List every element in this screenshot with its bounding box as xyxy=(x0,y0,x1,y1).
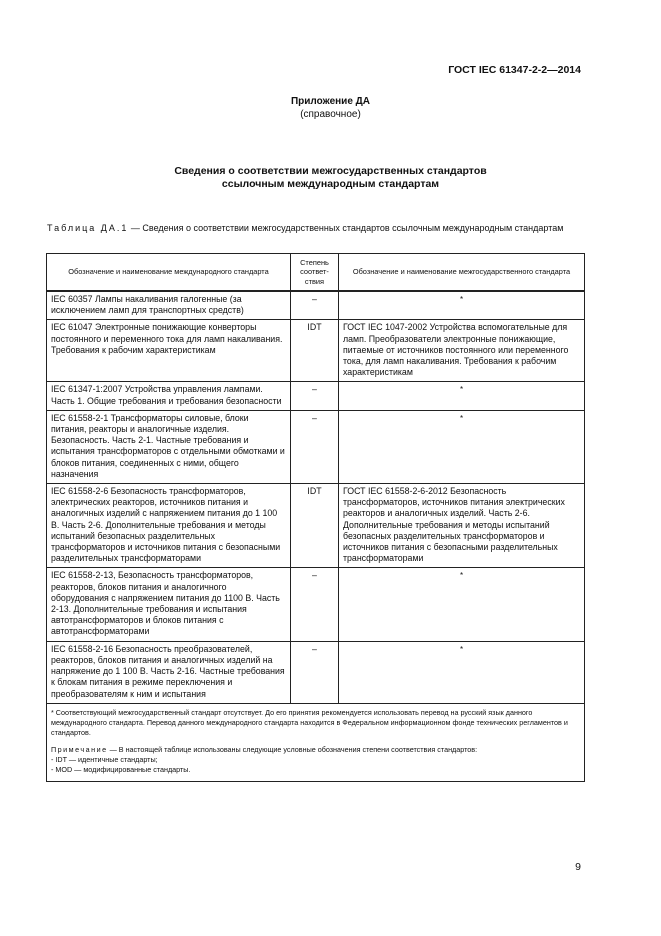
interstate-standard-cell: ГОСТ IEC 1047-2002 Устройства вспомогательные для ламп. Преобразователи электронные понижающие, питаемые от источников постоянного или переменного тока, для ламп накаливания. Требования к рабочим характеристикам xyxy=(339,320,585,382)
degree-cell: – xyxy=(291,568,339,641)
international-standard-cell: IEC 61558-2-16 Безопасность преобразователей, реакторов, блоков питания и аналогичных изделий на напряжение до 1 100 В. Часть 2-16. Частные требования к блокам питания в режиме переключения и преобразователям к ним и испытания xyxy=(47,641,291,703)
column-header-international: Обозначение и наименование международного стандарта xyxy=(47,254,291,292)
annex-title: Приложение ДА xyxy=(290,96,371,107)
degree-cell: IDT xyxy=(291,484,339,568)
interstate-standard-cell: * xyxy=(339,382,585,410)
table-note xyxy=(51,745,580,755)
table-caption-text: — Сведения о соответствии межгосударственных стандартов ссылочным международным стандартам xyxy=(128,223,564,233)
section-title-line-2: ссылочным международным стандартам xyxy=(221,178,440,190)
column-header-degree: Степень соответ-ствия xyxy=(291,254,339,292)
table-caption xyxy=(47,222,583,234)
page-number: 9 xyxy=(575,861,581,873)
international-standard-cell: IEC 61558-2-1 Трансформаторы силовые, блоки питания, реакторы и аналогичные изделия. Безопасность. Часть 2-1. Частные требования и испытания трансформаторов с отдельными обмотками и блоков питания, соединенных с ними, общего назначения xyxy=(47,410,291,483)
note-idt: - IDT — идентичные стандарты; xyxy=(51,754,158,764)
table-row xyxy=(47,320,585,382)
international-standard-cell: IEC 61558-2-13, Безопасность трансформаторов, реакторов, блоков питания и аналогичного оборудования с напряжением питания до 1100 В. Часть 2-13. Дополнительные требования и испытания автотрансформаторов и блоков питания с автотрансформаторами xyxy=(47,568,291,641)
interstate-standard-cell: * xyxy=(339,568,585,641)
degree-cell: – xyxy=(291,291,339,320)
note-label: Примечание xyxy=(51,744,108,754)
international-standard-cell: IEC 61047 Электронные понижающие конверторы постоянного и переменного тока для ламп накаливания. Требования к рабочим характеристикам xyxy=(47,320,291,382)
table-header-row xyxy=(47,254,585,292)
table-notes-cell xyxy=(47,703,585,781)
international-standard-cell: IEC 61558-2-6 Безопасность трансформаторов, электрических реакторов, источников питания и аналогичных изделий с напряжением питания до 1 100 В. Часть 2-6. Дополнительные требования и методы испытаний безопасных разделительных трансформаторов и источников питания с безопасными разделительных трансформаторами xyxy=(47,484,291,568)
table-row xyxy=(47,568,585,641)
section-title-line-1: Сведения о соответствии межгосударственных стандартов xyxy=(174,165,487,177)
interstate-standard-cell: * xyxy=(339,641,585,703)
degree-cell: IDT xyxy=(291,320,339,382)
degree-cell: – xyxy=(291,641,339,703)
international-standard-cell: IEC 61347-1:2007 Устройства управления лампами. Часть 1. Общие требования и требования безопасности xyxy=(47,382,291,410)
standards-table xyxy=(46,253,585,782)
document-code: ГОСТ IEC 61347-2-2—2014 xyxy=(448,64,581,76)
table-footnote: * Соответствующий межгосударственный стандарт отсутствует. До его принятия рекомендуется использовать перевод на русский язык данного международного стандарта. Перевод данного международного стандарта находится в Федеральном информационном фонде технических регламентов и стандартов. xyxy=(51,707,568,737)
table-caption-label: Таблица ДА.1 xyxy=(47,223,129,233)
note-text: — В настоящей таблице использованы следующие условные обозначения степени соответствия стандартов: xyxy=(107,744,478,754)
table-notes-row xyxy=(47,703,585,781)
table-row xyxy=(47,641,585,703)
table-row xyxy=(47,291,585,320)
annex-subtitle: (справочное) xyxy=(300,109,361,120)
table-row xyxy=(47,382,585,410)
note-mod: - MOD — модифицированные стандарты. xyxy=(51,764,191,774)
interstate-standard-cell: * xyxy=(339,291,585,320)
degree-cell: – xyxy=(291,382,339,410)
interstate-standard-cell: ГОСТ IEC 61558-2-6-2012 Безопасность трансформаторов, источников питания электрических реакторов и аналогичных изделий. Часть 2-6. Дополнительные требования и методы испытаний безопасных разделительных трансформаторов и источников питания с безопасными разделительных трансформаторами xyxy=(339,484,585,568)
column-header-interstate: Обозначение и наименование межгосударственного стандарта xyxy=(339,254,585,292)
degree-cell: – xyxy=(291,410,339,483)
table-row xyxy=(47,410,585,483)
international-standard-cell: IEC 60357 Лампы накаливания галогенные (за исключением ламп для транспортных средств) xyxy=(47,291,291,320)
section-title xyxy=(0,165,661,191)
interstate-standard-cell: * xyxy=(339,410,585,483)
table-row xyxy=(47,484,585,568)
